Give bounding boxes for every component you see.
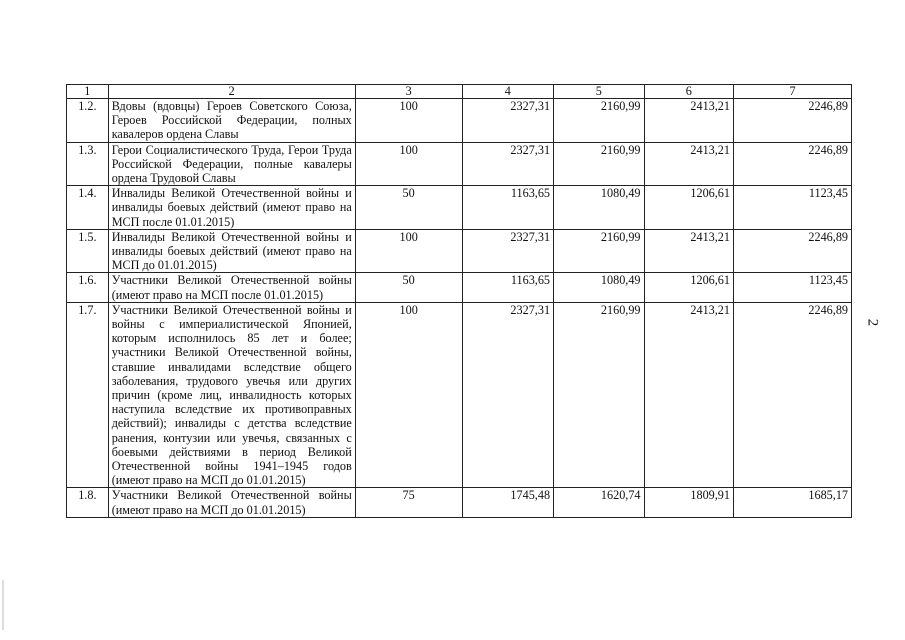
table-row: [67, 99, 852, 143]
header-cell: 6: [644, 85, 733, 99]
row-value: 1080,49: [554, 186, 644, 230]
row-category: Участники Великой Отечественной войны (имеют право на МСП после 01.01.2015): [108, 273, 355, 302]
header-cell: 3: [355, 85, 462, 99]
row-value: 2160,99: [554, 142, 644, 186]
row-number: 1.8.: [67, 488, 109, 517]
table-row: [67, 273, 852, 302]
row-percent: 75: [355, 488, 462, 517]
header-cell: 2: [108, 85, 355, 99]
row-value: 1163,65: [462, 186, 554, 230]
row-value: 1685,17: [733, 488, 851, 517]
row-value: 2246,89: [733, 229, 851, 273]
row-value: 2327,31: [462, 99, 554, 143]
header-cell: 7: [733, 85, 851, 99]
table-row: [67, 186, 852, 230]
row-value: 2246,89: [733, 99, 851, 143]
row-value: 1123,45: [733, 273, 851, 302]
row-value: 2327,31: [462, 229, 554, 273]
row-percent: 100: [355, 99, 462, 143]
row-value: 2160,99: [554, 302, 644, 488]
page-number: 2: [864, 318, 881, 327]
row-value: 1080,49: [554, 273, 644, 302]
row-category: Участники Великой Отечественной войны (имеют право на МСП до 01.01.2015): [108, 488, 355, 517]
row-value: 1206,61: [644, 273, 733, 302]
row-percent: 100: [355, 142, 462, 186]
header-cell: 4: [462, 85, 554, 99]
row-value: 2246,89: [733, 142, 851, 186]
table-row: [67, 302, 852, 488]
benefits-table: [66, 84, 852, 518]
row-number: 1.5.: [67, 229, 109, 273]
row-value: 2413,21: [644, 229, 733, 273]
table-row: [67, 142, 852, 186]
header-cell: 5: [554, 85, 644, 99]
row-value: 2246,89: [733, 302, 851, 488]
row-value: 1123,45: [733, 186, 851, 230]
row-value: 1745,48: [462, 488, 554, 517]
table-row: [67, 488, 852, 517]
row-category: Вдовы (вдовцы) Героев Советского Союза, Героев Российской Федерации, полных кавалеров ордена Славы: [108, 99, 355, 143]
row-percent: 50: [355, 273, 462, 302]
table-row: [67, 229, 852, 273]
row-category: Инвалиды Великой Отечественной войны и инвалиды боевых действий (имеют право на МСП после 01.01.2015): [108, 186, 355, 230]
row-value: 1809,91: [644, 488, 733, 517]
row-value: 2160,99: [554, 99, 644, 143]
row-percent: 50: [355, 186, 462, 230]
row-number: 1.4.: [67, 186, 109, 230]
row-value: 2413,21: [644, 99, 733, 143]
row-number: 1.3.: [67, 142, 109, 186]
header-row: [67, 85, 852, 99]
scan-margin-mark: [2, 580, 4, 630]
row-category: Участники Великой Отечественной войны и войны с империалистической Японией, которым исполнилось 85 лет и более; участники Великой Отечественной войны, ставшие инвалидами вследствие общего заболевания, трудового увечья или других причин (кроме лиц, инвалидность которых наступила вследствие их противоправных действий); инвалиды с детства вследствие ранения, контузии или увечья, связанных с боевыми действиями в период Великой Отечественной войны 1941–1945 годов (имеют право на МСП до 01.01.2015): [108, 302, 355, 488]
row-percent: 100: [355, 302, 462, 488]
header-cell: 1: [67, 85, 109, 99]
row-number: 1.7.: [67, 302, 109, 488]
row-number: 1.2.: [67, 99, 109, 143]
row-value: 1620,74: [554, 488, 644, 517]
row-value: 2160,99: [554, 229, 644, 273]
row-number: 1.6.: [67, 273, 109, 302]
row-category: Герои Социалистического Труда, Герои Труда Российской Федерации, полные кавалеры ордена Трудовой Славы: [108, 142, 355, 186]
row-value: 1206,61: [644, 186, 733, 230]
row-value: 2327,31: [462, 142, 554, 186]
row-value: 1163,65: [462, 273, 554, 302]
row-value: 2327,31: [462, 302, 554, 488]
row-value: 2413,21: [644, 302, 733, 488]
row-percent: 100: [355, 229, 462, 273]
row-value: 2413,21: [644, 142, 733, 186]
row-category: Инвалиды Великой Отечественной войны и инвалиды боевых действий (имеют право на МСП до 01.01.2015): [108, 229, 355, 273]
